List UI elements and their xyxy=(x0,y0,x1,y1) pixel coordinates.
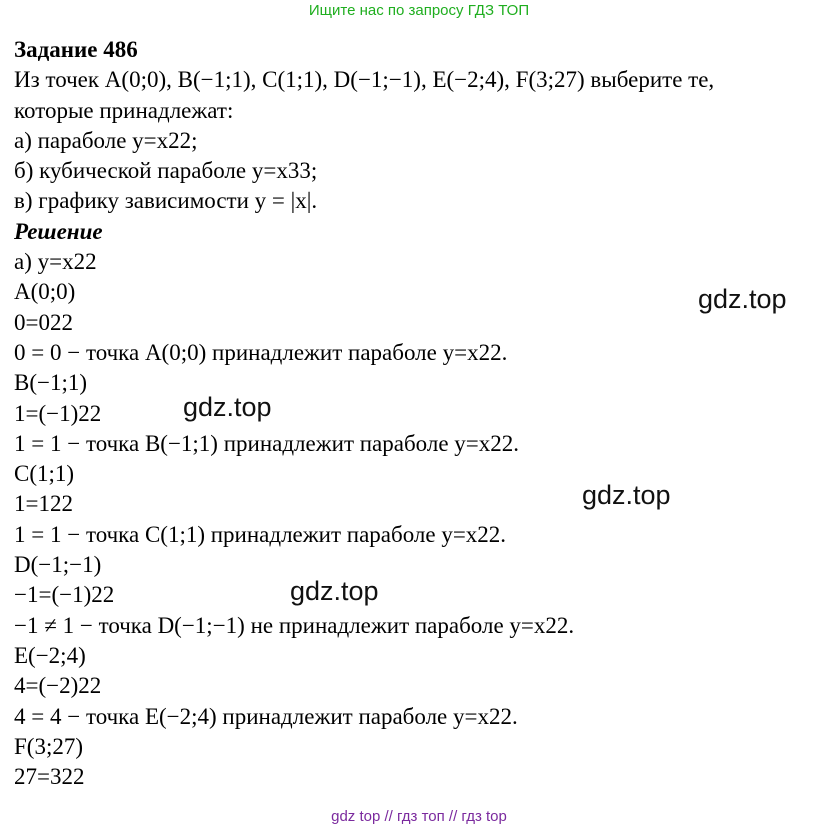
solution-line: A(0;0) xyxy=(14,279,76,305)
solution-line: B(−1;1) xyxy=(14,370,88,396)
solution-line: а) y=x22 xyxy=(14,249,97,275)
solution-line: −1=(−1)22 xyxy=(14,582,115,608)
task-line: а) параболе y=x22; xyxy=(14,127,198,153)
solution-line: C(1;1) xyxy=(14,461,75,487)
task-line: Из точек A(0;0), B(−1;1), C(1;1), D(−1;−1), E(−2;4), F(3;27) выберите те, xyxy=(14,67,715,93)
solution-line: F(3;27) xyxy=(14,733,83,759)
solution-line: 0 = 0 − точка A(0;0) принадлежит параболе y=x22. xyxy=(14,339,508,365)
solution-line: 1 = 1 − точка C(1;1) принадлежит параболе y=x22. xyxy=(14,521,507,547)
solution-line: −1 ≠ 1 − точка D(−1;−1) не принадлежит параболе y=x22. xyxy=(14,612,575,638)
solution-line: E(−2;4) xyxy=(14,642,86,668)
solution-line: 27=322 xyxy=(14,764,85,790)
top-banner: Ищите нас по запросу ГДЗ ТОП xyxy=(308,2,530,19)
document-body xyxy=(14,35,834,792)
task-line: б) кубической параболе y=x33; xyxy=(14,158,318,184)
watermark: gdz.top xyxy=(290,576,379,606)
footer-links[interactable]: gdz top // гдз топ // гдз top xyxy=(331,808,507,825)
watermark: gdz.top xyxy=(183,392,272,422)
task-line: которые принадлежат: xyxy=(14,97,234,123)
solution-line: 0=022 xyxy=(14,309,73,335)
watermark: gdz.top xyxy=(582,480,671,510)
solution-line: 1 = 1 − точка B(−1;1) принадлежит параболе y=x22. xyxy=(14,430,520,456)
solution-line: 4=(−2)22 xyxy=(14,673,102,699)
solution-line: D(−1;−1) xyxy=(14,552,102,578)
solution-line: 1=(−1)22 xyxy=(14,400,102,426)
solution-line: 1=122 xyxy=(14,491,73,517)
watermark: gdz.top xyxy=(698,284,787,314)
task-title: Задание 486 xyxy=(14,37,138,62)
solution-heading: Решение xyxy=(14,218,103,244)
solution-line: 4 = 4 − точка E(−2;4) принадлежит параболе y=x22. xyxy=(14,703,518,729)
task-line: в) графику зависимости y = |x|. xyxy=(14,188,318,214)
